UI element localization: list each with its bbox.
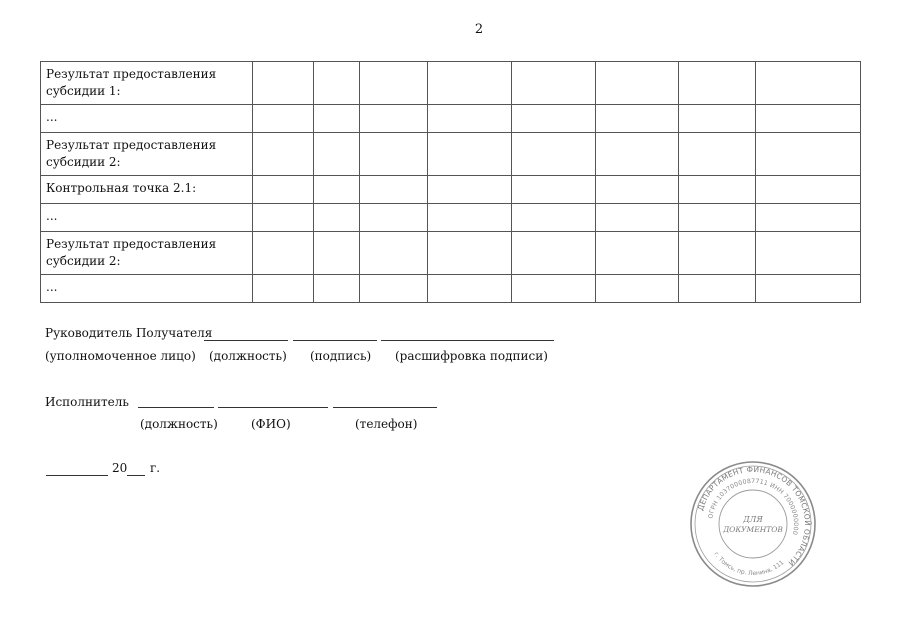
head-label: Руководитель Получателя xyxy=(45,326,213,340)
row-label: Результат предоставления субсидии 2: xyxy=(41,133,253,176)
official-stamp xyxy=(688,459,818,589)
caption-authorized: (уполномоченное лицо) xyxy=(45,349,196,363)
caption-position: (должность) xyxy=(209,349,287,363)
stamp-center-line2: ДОКУМЕНТОВ xyxy=(723,525,783,534)
date-year-blank[interactable] xyxy=(127,475,145,476)
stamp-address-text: г. Томсь, пр. Ленина, 111 xyxy=(712,550,786,578)
row-label: Результат предоставления субсидии 1: xyxy=(41,62,253,105)
row-label: Результат предоставления субсидии 2: xyxy=(41,232,253,275)
caption-signature: (подпись) xyxy=(310,349,372,363)
table-row xyxy=(41,232,861,275)
stamp-inner-text: ОГРН 1037000087711 ИНН 7000000000 xyxy=(707,477,800,536)
stamp-center-line1: ДЛЯ xyxy=(743,515,763,524)
executor-label: Исполнитель xyxy=(45,395,129,409)
date-year-prefix: 20 xyxy=(112,461,128,475)
row-label: ... xyxy=(41,275,253,303)
table-row xyxy=(41,176,861,204)
executor-caption-position: (должность) xyxy=(140,417,218,431)
head-decoding-blank[interactable] xyxy=(381,340,554,341)
svg-text:г. Томсь, пр. Ленина, 111 xyxy=(712,551,785,577)
executor-name-blank[interactable] xyxy=(218,407,328,408)
caption-decoding: (расшифровка подписи) xyxy=(395,349,548,363)
row-label: ... xyxy=(41,204,253,232)
executor-phone-blank[interactable] xyxy=(333,407,437,408)
page-number: 2 xyxy=(474,22,484,37)
table-row xyxy=(41,62,861,105)
row-label: ... xyxy=(41,105,253,133)
row-label: Контрольная точка 2.1: xyxy=(41,176,253,204)
head-signature-blank[interactable] xyxy=(293,340,377,341)
executor-position-blank[interactable] xyxy=(138,407,214,408)
table-row xyxy=(41,204,861,232)
date-suffix: г. xyxy=(150,461,161,475)
executor-caption-phone: (телефон) xyxy=(355,417,418,431)
table-row xyxy=(41,275,861,303)
stamp-outer-text: ДЕПАРТАМЕНТ ФИНАНСОВ ТОМСКОЙ ОБЛАСТИ xyxy=(695,464,813,568)
results-table xyxy=(40,61,861,303)
table-row xyxy=(41,105,861,133)
head-position-blank[interactable] xyxy=(204,340,288,341)
executor-caption-name: (ФИО) xyxy=(251,417,291,431)
date-day-month-blank[interactable] xyxy=(46,475,108,476)
table-row xyxy=(41,133,861,176)
